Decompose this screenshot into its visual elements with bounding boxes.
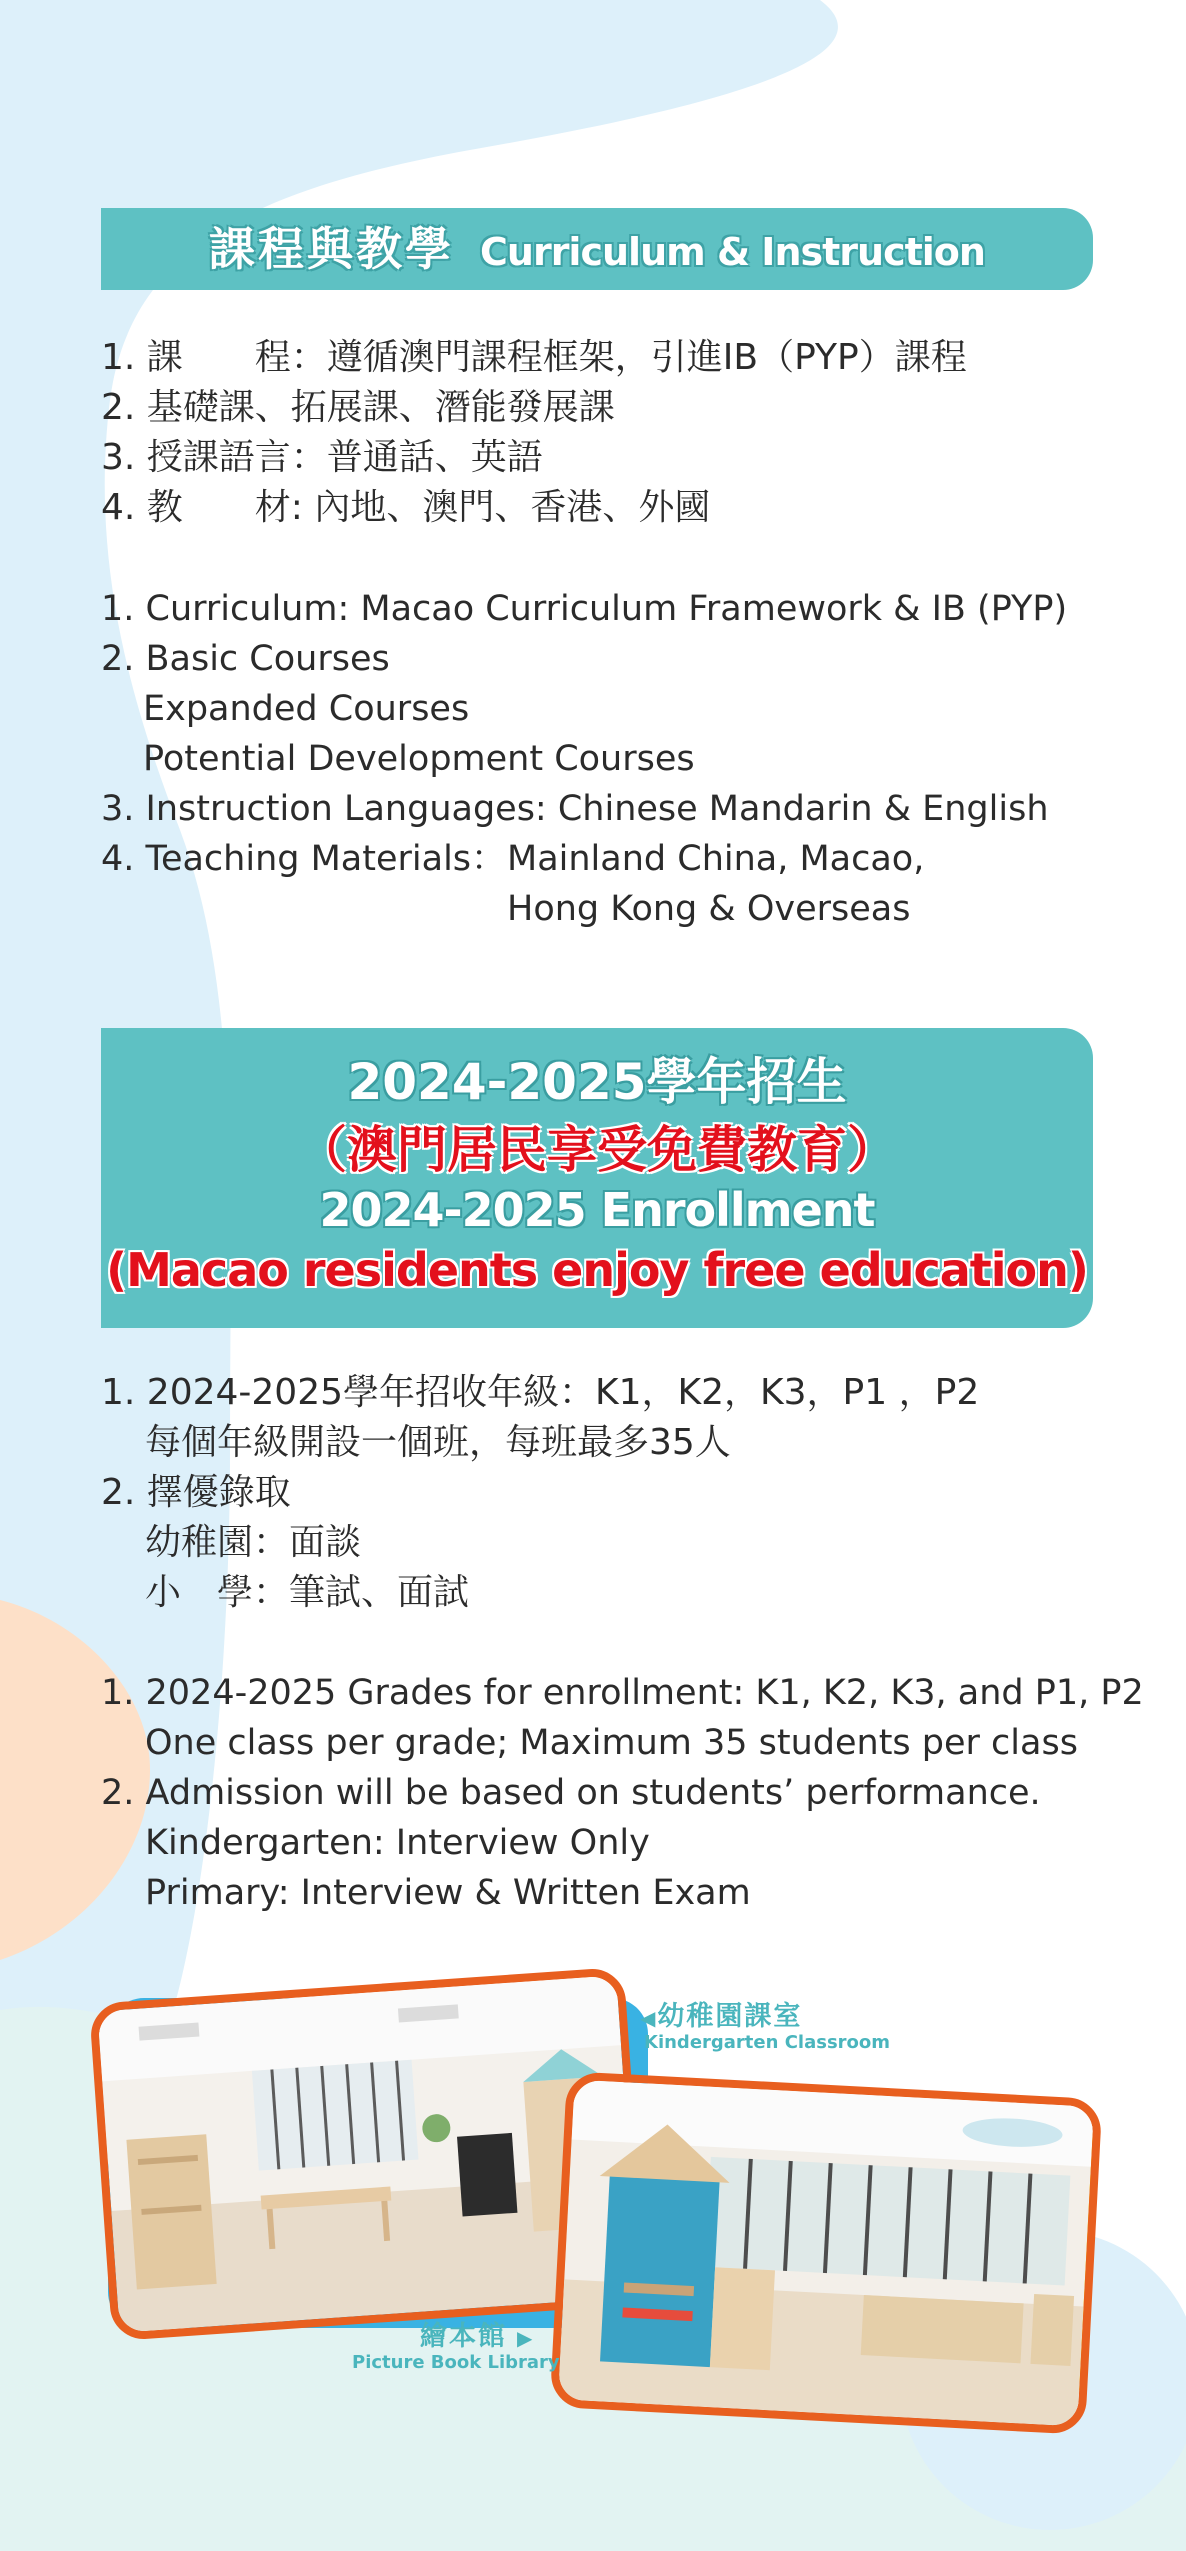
list-item: Expanded Courses — [143, 689, 470, 729]
curriculum-banner — [101, 208, 1093, 290]
enrollment-banner — [101, 1028, 1093, 1328]
list-item: 幼稚園：面談 — [145, 1522, 362, 1563]
list-item: Kindergarten: Interview Only — [145, 1823, 650, 1863]
list-item: 1. Curriculum: Macao Curriculum Framework & IB (PYP) — [101, 589, 1068, 629]
list-item: Potential Development Courses — [143, 739, 695, 779]
kindergarten-caption-en: Kindergarten Classroom — [644, 2032, 891, 2053]
picture-book-library-photo — [550, 2071, 1103, 2435]
enrollment-title-en: 2024-2025 Enrollment — [319, 1183, 875, 1237]
list-item: 1. 2024-2025學年招收年級：K1，K2，K3，P1 ，P2 — [101, 1372, 980, 1413]
enrollment-subtitle-zh: （澳門居民享受免費教育） — [297, 1121, 897, 1179]
list-item: 每個年級開設一個班，每班最多35人 — [145, 1422, 731, 1463]
list-item: 2. 基礎課、拓展課、潛能發展課 — [101, 387, 615, 428]
list-item: 4. 教 材: 內地、澳門、香港、外國 — [101, 487, 711, 528]
list-item: 2. Basic Courses — [101, 639, 390, 679]
library-caption-en: Picture Book Library — [352, 2352, 560, 2373]
list-item: One class per grade; Maximum 35 students per class — [145, 1723, 1078, 1763]
list-item: 3. Instruction Languages: Chinese Mandarin & English — [101, 789, 1049, 829]
list-item: 1. 課 程：遵循澳門課程框架，引進IB（PYP）課程 — [101, 337, 967, 378]
caret-right-icon: ▶ — [517, 2326, 535, 2350]
list-item: 小 學：筆試、面試 — [145, 1572, 470, 1613]
list-item: 1. 2024-2025 Grades for enrollment: K1, K2, K3, and P1, P2 — [101, 1673, 1144, 1713]
list-item: Hong Kong & Overseas — [507, 889, 911, 929]
library-caption-zh — [420, 2314, 534, 2353]
list-item: Primary: Interview & Written Exam — [145, 1873, 751, 1913]
library-label-zh: 繪本館 — [420, 2321, 507, 2352]
list-item: 4. Teaching Materials： — [101, 839, 507, 879]
enrollment-title-zh: 2024-2025學年招生 — [347, 1053, 847, 1111]
kindergarten-label-zh: 幼稚園課室 — [657, 2001, 803, 2032]
list-item: 2. Admission will be based on students’ performance. — [101, 1773, 1041, 1813]
picture-book-library-illustration — [558, 2080, 1094, 2427]
list-item: 3. 授課語言：普通話、英語 — [101, 437, 543, 478]
list-item: 2. 擇優錄取 — [101, 1472, 291, 1513]
caret-left-icon: ◀ — [640, 2006, 658, 2030]
enrollment-subtitle-en: (Macao residents enjoy free education) — [106, 1243, 1088, 1297]
kindergarten-caption-zh — [640, 1994, 802, 2033]
list-item: Mainland China, Macao, — [507, 839, 925, 879]
curriculum-title-zh: 課程與教學 — [209, 222, 455, 276]
curriculum-title-en: Curriculum & Instruction — [480, 230, 985, 274]
